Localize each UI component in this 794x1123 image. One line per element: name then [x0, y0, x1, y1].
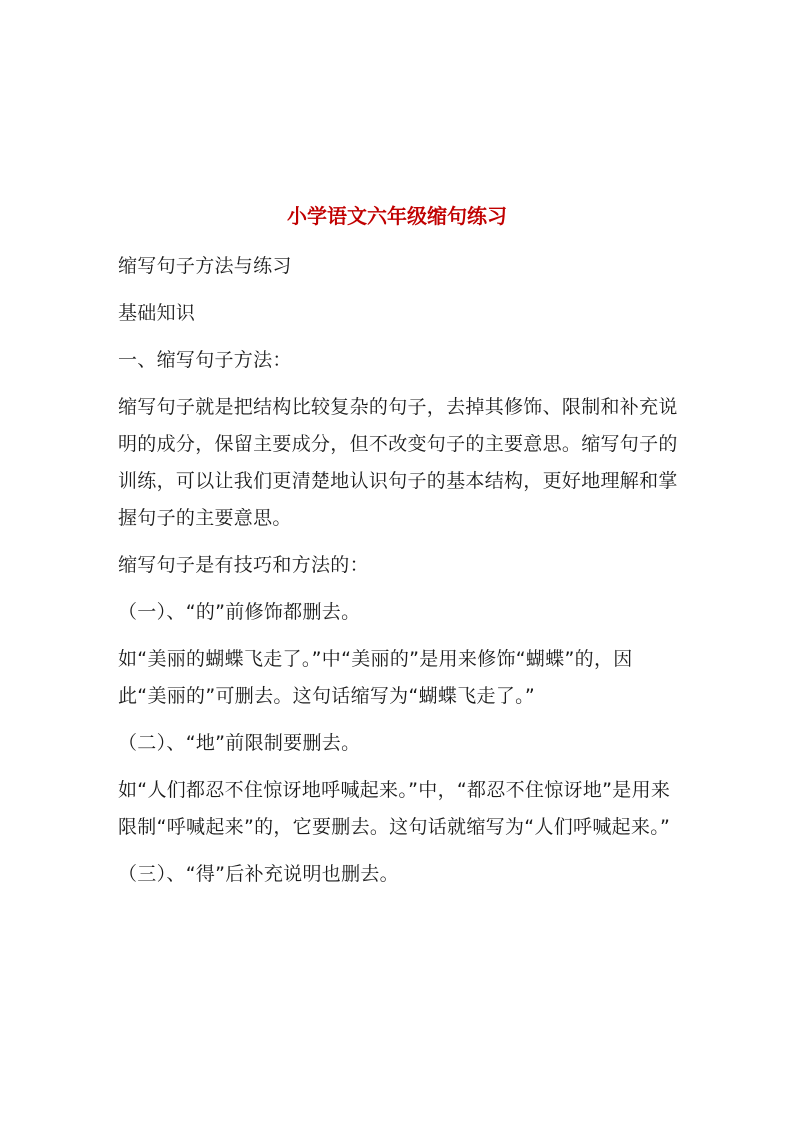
rule-2-example: 如“人们都忍不住惊讶地呼喊起来。”中，“都忍不住惊讶地”是用来限制“呼喊起来”的，它要删去。这句话就缩写为“人们呼喊起来。” [118, 779, 671, 838]
section-subheading: 基础知识 [118, 302, 196, 324]
section-heading: 缩写句子方法与练习 [118, 255, 292, 277]
rule-3-heading: （三）、“得”后补充说明也删去。 [118, 863, 399, 885]
rule-2-heading: （二）、“地”前限制要删去。 [118, 732, 361, 754]
method-heading: 一、缩写句子方法： [118, 349, 292, 371]
definition-paragraph: 缩写句子就是把结构比较复杂的句子，去掉其修饰、限制和补充说明的成分，保留主要成分，但不改变句子的主要意思。缩写句子的训练，可以让我们更清楚地认识句子的基本结构，更好地理解和掌握句子的主要意思。 [118, 396, 678, 529]
rule-1-heading: （一）、“的”前修饰都删去。 [118, 601, 361, 623]
document-body [118, 248, 678, 903]
document-title: 小学语文六年级缩句练习 [287, 204, 507, 228]
rule-1-example: 如“美丽的蝴蝶飞走了。”中“美丽的”是用来修饰“蝴蝶”的，因此“美丽的”可删去。这句话缩写为“蝴蝶飞走了。” [118, 648, 633, 707]
technique-intro: 缩写句子是有技巧和方法的： [118, 554, 369, 576]
